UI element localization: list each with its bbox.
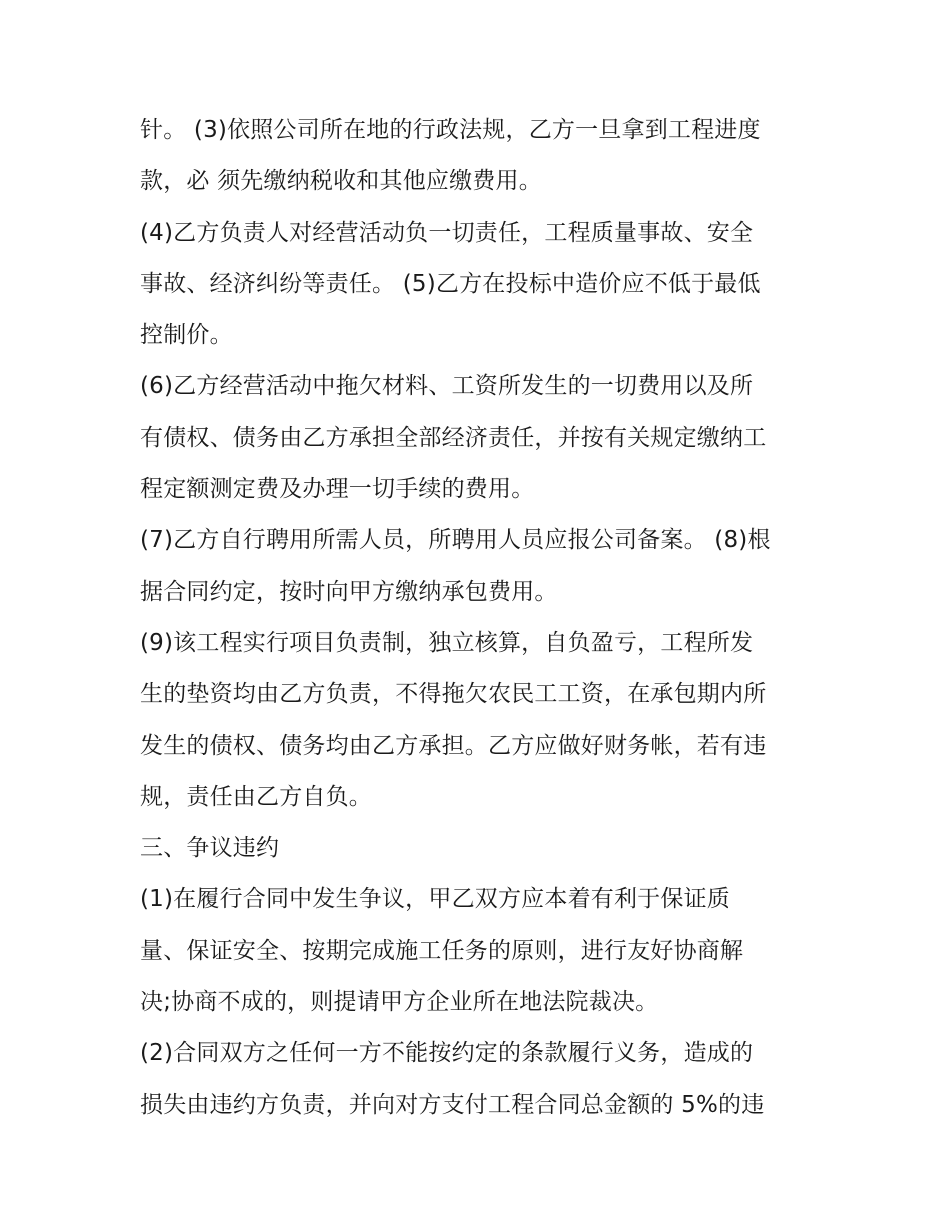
text-line: 据合同约定，按时向甲方缴纳承包费用。 xyxy=(140,578,558,605)
text-line: 有债权、债务由乙方承担全部经济责任，并按有关规定缴纳工 xyxy=(140,424,767,451)
text-line: (4)乙方负责人对经营活动负一切责任，工程质量事故、安全 xyxy=(140,219,754,246)
document-body xyxy=(140,105,820,1131)
text-line: 生的垫资均由乙方负责，不得拖欠农民工工资，在承包期内所 xyxy=(140,681,767,708)
text-line: (6)乙方经营活动中拖欠材料、工资所发生的一切费用以及所 xyxy=(140,373,754,400)
text-line: (7)乙方自行聘用所需人员，所聘用人员应报公司备案。 (8)根 xyxy=(140,527,771,554)
text-line: 针。 (3)依照公司所在地的行政法规，乙方一旦拿到工程进度 xyxy=(140,117,761,143)
text-line: 程定额测定费及办理一切手续的费用。 xyxy=(140,476,535,503)
text-line: 决;协商不成的，则提请甲方企业所在地法院裁决。 xyxy=(140,989,659,1016)
text-line: (2)合同双方之任何一方不能按约定的条款履行义务，造成的 xyxy=(140,1040,754,1067)
text-line: (9)该工程实行项目负责制，独立核算，自负盈亏，工程所发 xyxy=(140,629,754,656)
text-line: 控制价。 xyxy=(140,322,233,349)
text-line: 发生的债权、债务均由乙方承担。乙方应做好财务帐，若有违 xyxy=(140,732,767,759)
text-line: (1)在履行合同中发生争议，甲乙双方应本着有利于保证质 xyxy=(140,886,730,913)
text-line: 款，必 须先缴纳税收和其他应缴费用。 xyxy=(140,168,542,195)
text-line: 量、保证安全、按期完成施工任务的原则，进行友好协商解 xyxy=(140,937,744,964)
text-line: 规，责任由乙方自负。 xyxy=(140,783,372,810)
text-line: 事故、经济纠纷等责任。 (5)乙方在投标中造价应不低于最低 xyxy=(140,270,761,297)
text-line: 损失由违约方负责，并向对方支付工程合同总金额的 5%的违 xyxy=(140,1091,765,1118)
section-heading: 三、争议违约 xyxy=(140,835,280,862)
